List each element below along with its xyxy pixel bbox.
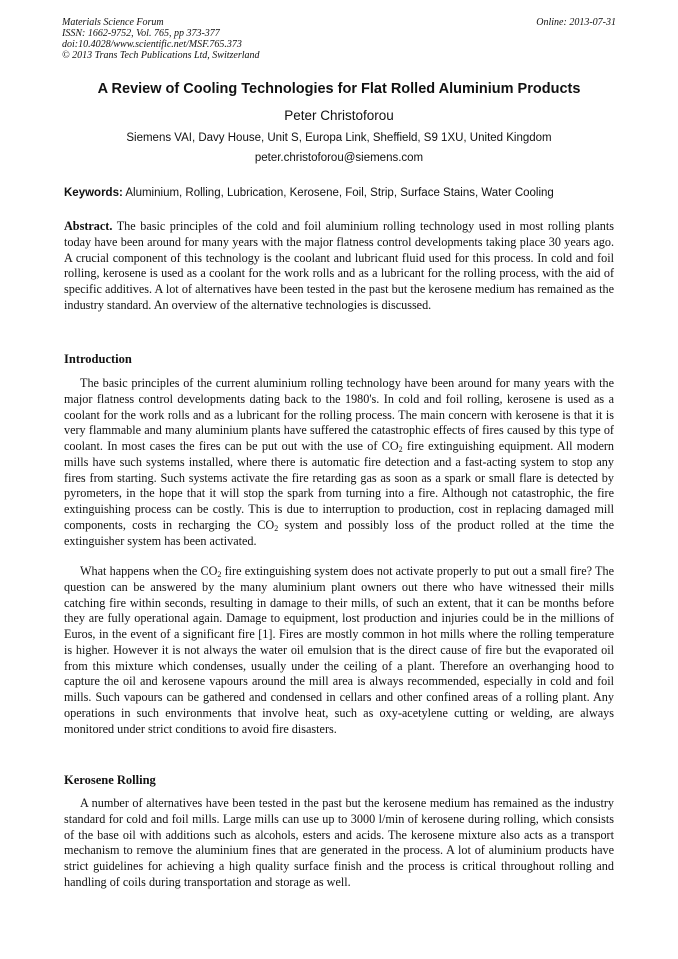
- abstract-text: The basic principles of the cold and foil aluminium rolling technology used in most rolling plants today have been around for many years with the major flatness control developments taking place 30 years ago. A crucial component of this technology is the coolant and lubricant fluid used for this process. In cold and foil rolling, kerosene is used as a coolant for the work rolls and as a lubricant for the rolling process, with the aid of specific additives. A lot of alternatives have been tested in the past but the kerosene medium has remained as the industry standard. An overview of the alternative technologies is discussed.: [64, 219, 615, 312]
- kerosene-paragraph-1: A number of alternatives have been tested in the past but the kerosene medium has remained as the industry standard for cold and foil mills. Large mills can use up to 3000 l/min of kerosene during rolling, which consists of the base oil with additions such as alcohols, esters and acids. The kerosene mixture also acts as a transport mechanism to remove the aluminium fines that are generated in the process. A lot of aluminium products have strict guidelines for achieving a high quality surface finish and the process is critical throughout rolling and handling of coils during transportation and storage as well.: [64, 796, 614, 889]
- keywords-label: Keywords:: [64, 187, 123, 199]
- co2-subscript: 2: [217, 570, 222, 579]
- intro-p2-part-b: fire extinguishing system does not activate properly to put out a small fire? The question can be answered by the many aluminium plant owners out there who have witnessed their mills catching fire within seconds, resulting in damage to their mills, of such an extent, that it can be months before they are fully operational again. Damage to equipment, lost production and injuries could be in the millions of Euros, in the event of a significant fire [1]. Fires are mostly common in hot mills where the rolling temperature is higher. However it is not always the water oil emulsion that is the direct cause of fire but the evaporated oil from this mixture which condenses, usually under the ceiling of a plant. Therefore an overhanging hood to capture the oil and kerosene vapours around the mill area is always recommended, especially in cold and foil mills. Such vapours can be gathered and condensed in cellars and other confined areas of a rolling plant. Any operations in such environments that involve heat, such as oxy-acetylene cutting or welding, are always monitored under strict conditions to avoid fire disasters.: [64, 564, 614, 736]
- introduction-paragraph-1: [64, 376, 614, 549]
- online-date: Online: 2013-07-31: [536, 17, 616, 28]
- journal-name: Materials Science Forum: [62, 17, 164, 28]
- author-email[interactable]: peter.christoforou@siemens.com: [254, 152, 424, 164]
- keywords-text: Aluminium, Rolling, Lubrication, Kerosene, Foil, Strip, Surface Stains, Water Cooling: [125, 187, 554, 199]
- intro-p1-part-a: The basic principles of the current aluminium rolling technology have been around for many years with the major flatness control developments dating back to the 1980's. In cold and foil rolling, kerosene is used as a coolant for the work rolls and as a lubricant for the rolling process. The main concern with kerosene is that it is very flammable and many aluminium plants have suffered the catastrophic effects of fires caused by this type of coolant. In most cases the fires can be put out with the use of CO: [64, 376, 614, 453]
- intro-p2-part-a: What happens when the CO: [80, 564, 218, 578]
- paper-title: A Review of Cooling Technologies for Flat Rolled Aluminium Products: [97, 81, 581, 97]
- author-name: Peter Christoforou: [284, 108, 394, 123]
- issn-line: ISSN: 1662-9752, Vol. 765, pp 373-377: [62, 28, 220, 39]
- copyright-line: © 2013 Trans Tech Publications Ltd, Switzerland: [62, 50, 260, 61]
- abstract-paragraph: [64, 219, 614, 314]
- co2-subscript: 2: [398, 445, 403, 454]
- abstract-label: Abstract.: [64, 219, 113, 233]
- intro-p1-part-b: fire extinguishing equipment. All modern mills have such systems installed, where there is automatic fire detection and a fast-acting system to stop any fires from starting. Such systems activate the fire retarding gas as soon as a spark or small flare is detected by pyrometers, in the hope that it will stop the spark from turning into a fire. Although not catastrophic, the fire extinguishing process can be costly. This is due to interruption to production, cost in replacing damaged mill components, costs in recharging the CO: [64, 439, 615, 532]
- introduction-heading: Introduction: [64, 352, 132, 366]
- doi-line: doi:10.4028/www.scientific.net/MSF.765.373: [62, 39, 242, 50]
- intro-p1-part-c: system and possibly loss of the product rolled at the time the extinguisher system has been activated.: [64, 517, 614, 548]
- kerosene-rolling-heading: Kerosene Rolling: [64, 773, 156, 787]
- keywords-line: [64, 187, 616, 199]
- author-affiliation: Siemens VAI, Davy House, Unit S, Europa Link, Sheffield, S9 1XU, United Kingdom: [126, 132, 552, 144]
- co2-subscript: 2: [274, 523, 279, 533]
- journal-header: [62, 17, 616, 61]
- introduction-paragraph-2: [64, 564, 614, 737]
